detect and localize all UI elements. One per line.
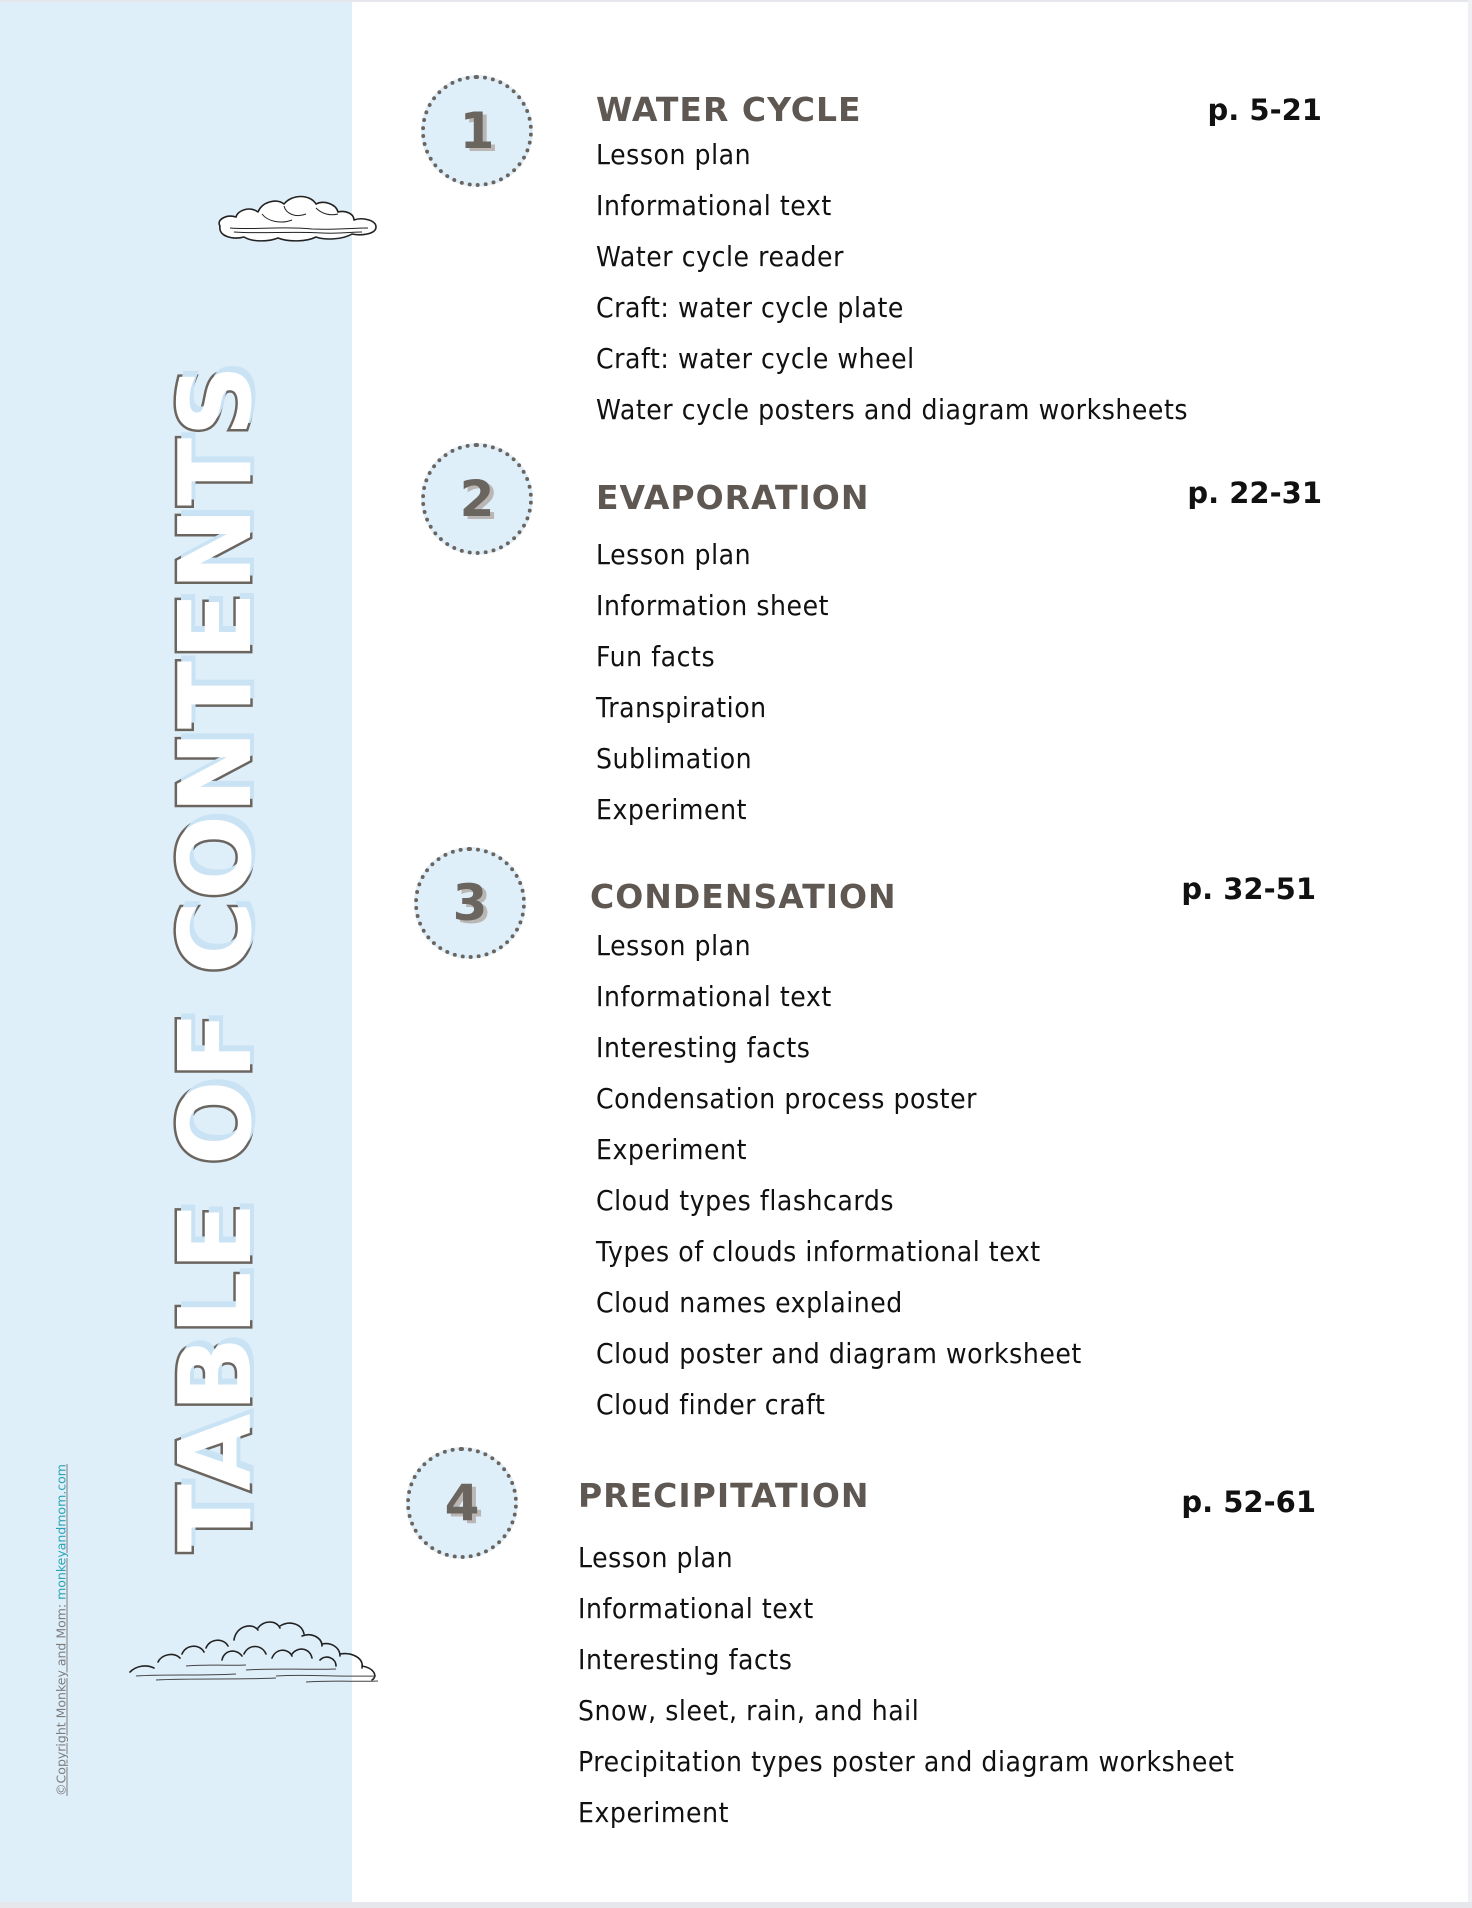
section-heading: PRECIPITATION <box>578 1476 870 1515</box>
list-item: Water cycle posters and diagram worksheets <box>596 393 1189 426</box>
list-item: Experiment <box>578 1796 730 1829</box>
list-item: Experiment <box>596 1133 748 1166</box>
list-item: Snow, sleet, rain, and hail <box>578 1694 920 1727</box>
cloud-illustration-top <box>212 192 380 248</box>
section-item-list <box>578 1532 1307 1838</box>
list-item: Cloud names explained <box>596 1286 903 1319</box>
list-item: Lesson plan <box>596 538 752 571</box>
page-border <box>1468 0 1472 1908</box>
list-item: Information sheet <box>596 589 830 622</box>
list-item: Craft: water cycle plate <box>596 291 904 324</box>
list-item: Experiment <box>596 793 748 826</box>
list-item: Craft: water cycle wheel <box>596 342 915 375</box>
section-item-list <box>596 529 855 835</box>
section-page-range: p. 32-51 <box>1181 872 1316 906</box>
list-item: Informational text <box>596 980 832 1013</box>
list-item: Cloud poster and diagram worksheet <box>596 1337 1082 1370</box>
list-item: Precipitation types poster and diagram worksheet <box>578 1745 1235 1778</box>
section-heading: WATER CYCLE <box>596 90 862 129</box>
section-number-circle <box>421 75 533 187</box>
section-number-circle <box>414 847 526 959</box>
list-item: Cloud types flashcards <box>596 1184 895 1217</box>
list-item: Interesting facts <box>596 1031 811 1064</box>
section-heading: CONDENSATION <box>590 877 897 916</box>
section-page-range: p. 5-21 <box>1207 93 1322 127</box>
list-item: Informational text <box>596 189 832 222</box>
section-number: 1 <box>459 102 495 160</box>
section-heading: EVAPORATION <box>596 478 870 517</box>
section-number-circle <box>406 1447 518 1559</box>
list-item: Water cycle reader <box>596 240 844 273</box>
section-page-range: p. 22-31 <box>1187 476 1322 510</box>
cloud-illustration-bottom <box>126 1614 382 1686</box>
list-item: Lesson plan <box>578 1541 734 1574</box>
copyright-text: ©Copyright Monkey and Mom: <box>53 1599 69 1796</box>
section-item-list <box>596 920 1136 1430</box>
list-item: Lesson plan <box>596 138 752 171</box>
page-border <box>0 1902 1472 1908</box>
list-item: Lesson plan <box>596 929 752 962</box>
list-item: Fun facts <box>596 640 716 673</box>
list-item: Transpiration <box>596 691 767 724</box>
list-item: Sublimation <box>596 742 753 775</box>
page-title-vertical: TABLE OF CONTENTS <box>157 363 274 1553</box>
section-number: 2 <box>459 470 495 528</box>
section-number: 4 <box>444 1474 480 1532</box>
section-number: 3 <box>452 874 488 932</box>
list-item: Cloud finder craft <box>596 1388 826 1421</box>
list-item: Interesting facts <box>578 1643 793 1676</box>
list-item: Condensation process poster <box>596 1082 978 1115</box>
list-item: Informational text <box>578 1592 814 1625</box>
copyright-link[interactable]: monkeyandmom.com <box>53 1464 69 1600</box>
section-page-range: p. 52-61 <box>1181 1485 1316 1519</box>
copyright-notice <box>54 1464 69 1796</box>
section-item-list <box>596 129 1254 435</box>
section-number-circle <box>421 443 533 555</box>
list-item: Types of clouds informational text <box>596 1235 1041 1268</box>
